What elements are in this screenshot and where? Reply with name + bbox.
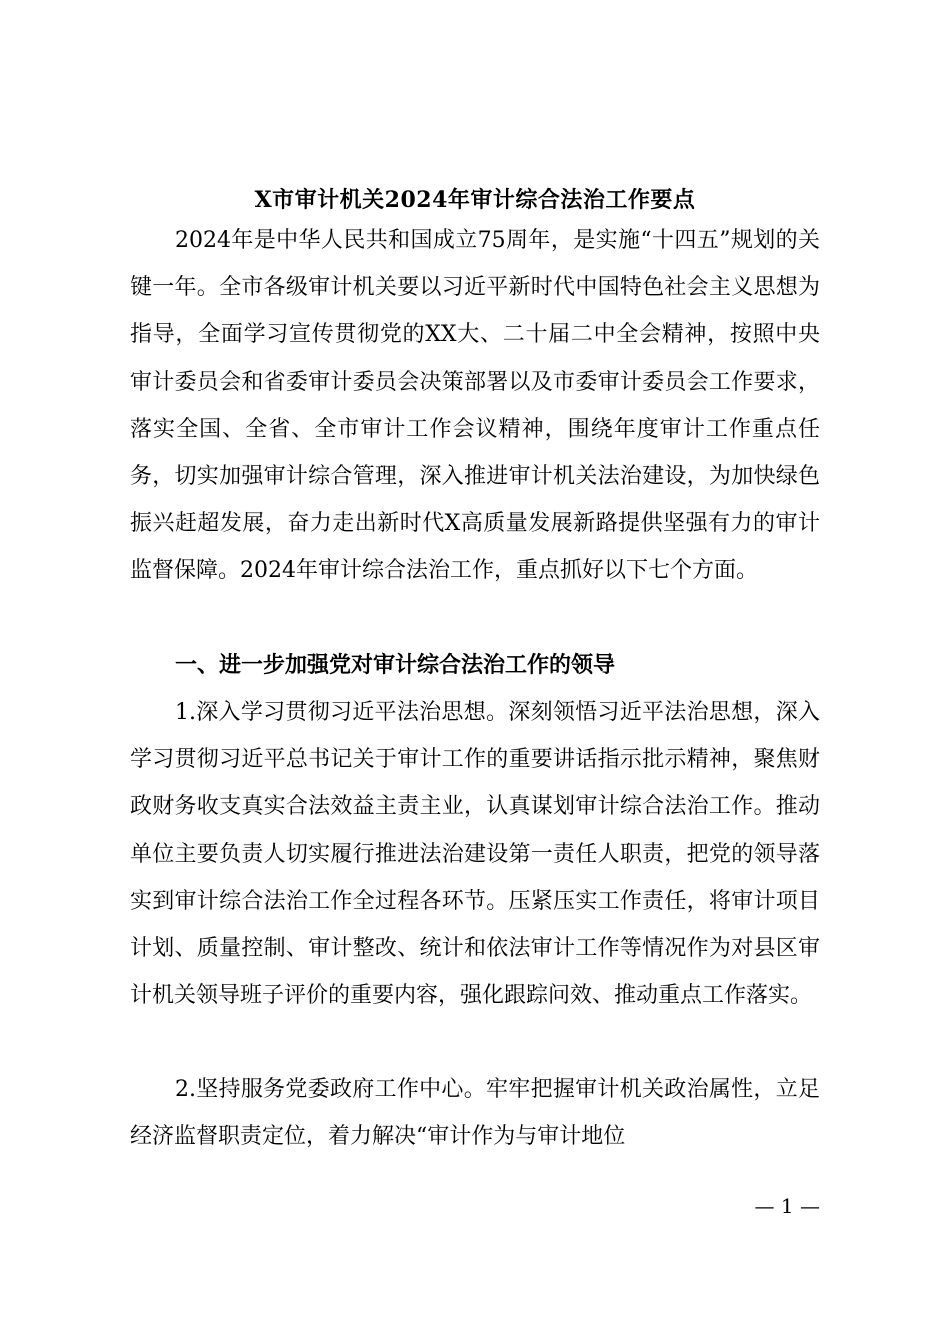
- section-heading-1: 一、进一步加强党对审计综合法治工作的领导: [175, 653, 616, 678]
- intro-paragraph: 2024年是中华人民共和国成立75周年，是实施“十四五”规划的关键一年。全市各级审计机关要以习近平新时代中国特色社会主义思想为指导，全面学习宣传贯彻党的XX大、二十届二中全会精神，按照中央审计委员会和省委审计委员会决策部署以及市委审计委员会工作要求，落实全国、全省、全市审计工作会议精神，围绕年度审计工作重点任务，切实加强审计综合管理，深入推进审计机关法治建设，为加快绿色振兴赶超发展，奋力走出新时代X高质量发展新路提供坚强有力的审计监督保障。2024年审计综合法治工作，重点抓好以下七个方面。: [130, 228, 820, 584]
- page-number: — 1 —: [754, 1194, 820, 1218]
- document-title: X市审计机关2024年审计综合法治工作要点: [254, 187, 696, 213]
- item-1-paragraph: 1.深入学习贯彻习近平法治思想。深刻领悟习近平法治思想，深入学习贯彻习近平总书记关于审计工作的重要讲话指示批示精神，聚焦财政财务收支真实合法效益主责主业，认真谋划审计综合法治工作。推动单位主要负责人切实履行推进法治建设第一责任人职责，把党的领导落实到审计综合法治工作全过程各环节。压紧压实工作责任，将审计项目计划、质量控制、审计整改、统计和依法审计工作等情况作为对县区审计机关领导班子评价的重要内容，强化跟踪问效、推动重点工作落实。: [130, 700, 820, 1009]
- item-2-paragraph: 2.坚持服务党委政府工作中心。牢牢把握审计机关政治属性，立足经济监督职责定位，着力解决“审计作为与审计地位: [130, 1077, 820, 1150]
